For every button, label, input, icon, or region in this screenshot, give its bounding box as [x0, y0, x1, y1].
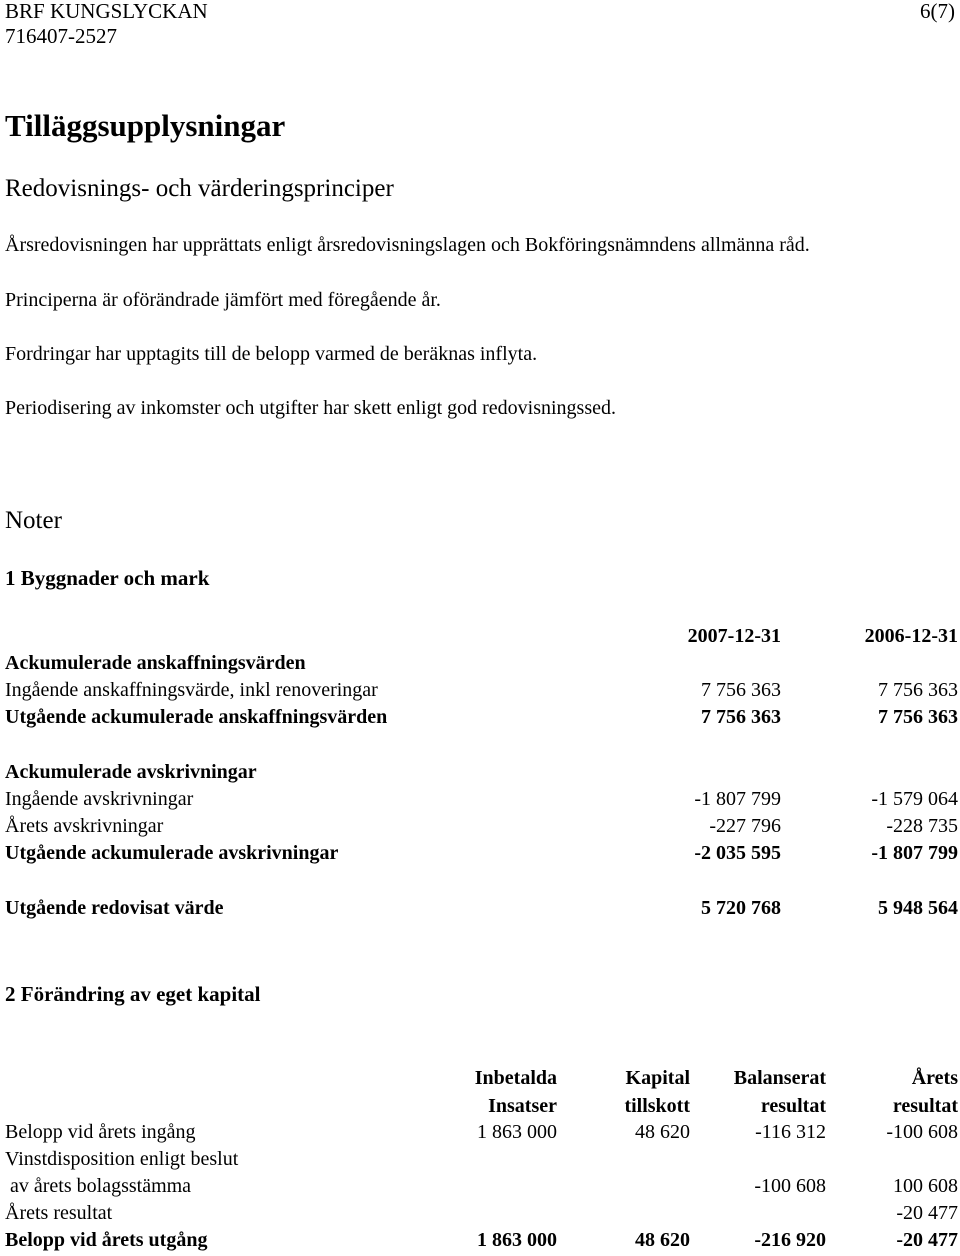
note2-value: -20 477 [896, 1202, 958, 1224]
note2-row-label: av årets bolagsstämma [5, 1175, 192, 1197]
note2-row-label: Belopp vid årets ingång [5, 1121, 196, 1143]
note1-row-label: Årets avskrivningar [5, 815, 164, 837]
note1-value-2006: 7 756 363 [878, 679, 958, 701]
notes-heading: Noter [5, 507, 62, 534]
note2-col-header: Inbetalda [474, 1067, 557, 1089]
note2-value: -216 920 [754, 1229, 826, 1251]
page-number: 6(7) [920, 0, 955, 23]
note1-row-label: Utgående redovisat värde [5, 897, 224, 919]
note2-value: -20 477 [896, 1229, 958, 1251]
note2-col-header: Balanserat [733, 1067, 826, 1089]
note1-value-2006: -1 579 064 [871, 788, 958, 810]
note1-row-label: Utgående ackumulerade avskrivningar [5, 842, 339, 864]
note2-value: 100 608 [893, 1175, 958, 1197]
note2-value: 48 620 [635, 1121, 690, 1143]
note2-row-label: Vinstdisposition enligt beslut [5, 1148, 239, 1170]
note1-value-2006: -228 735 [886, 815, 958, 837]
note2-col-header: Årets [911, 1067, 958, 1089]
note2-row-label: Belopp vid årets utgång [5, 1229, 208, 1251]
note1-value-2007: -1 807 799 [694, 788, 781, 810]
principles-paragraph: Principerna är oförändrade jämfört med föregående år. [5, 289, 441, 311]
note2-value: 1 863 000 [477, 1229, 557, 1251]
note2-col-header: resultat [760, 1095, 826, 1117]
principles-heading: Redovisnings- och värderingsprinciper [5, 175, 394, 202]
org-number: 716407-2527 [5, 24, 117, 48]
note2-value: -116 312 [755, 1121, 826, 1143]
page-title: Tilläggsupplysningar [5, 108, 286, 143]
note2-value: 48 620 [635, 1229, 690, 1251]
note1-heading: 1 Byggnader och mark [5, 566, 210, 590]
note2-heading: 2 Förändring av eget kapital [5, 982, 261, 1006]
note2-col-header: tillskott [624, 1095, 690, 1117]
principles-paragraph: Fordringar har upptagits till de belopp varmed de beräknas inflyta. [5, 343, 538, 365]
org-name: BRF KUNGSLYCKAN [5, 0, 208, 23]
note1-row-label: Ingående avskrivningar [5, 788, 194, 810]
note2-col-header: Kapital [625, 1067, 690, 1089]
note1-value-2007: 5 720 768 [701, 897, 781, 919]
principles-paragraph: Periodisering av inkomster och utgifter har skett enligt god redovisningssed. [5, 397, 616, 419]
note1-value-2007: 7 756 363 [701, 706, 781, 728]
note1-row-label: Ackumulerade anskaffningsvärden [5, 652, 306, 674]
note1-value-2007: -227 796 [709, 815, 781, 837]
note1-row-label: Ackumulerade avskrivningar [5, 761, 257, 783]
note2-value: -100 608 [886, 1121, 958, 1143]
note1-value-2006: 7 756 363 [878, 706, 958, 728]
note1-value-2007: -2 035 595 [694, 842, 781, 864]
note2-row-label: Årets resultat [5, 1202, 113, 1224]
note1-col-2006: 2006-12-31 [864, 625, 958, 647]
note1-row-label: Ingående anskaffningsvärde, inkl renoveringar [5, 679, 378, 701]
note2-value: -100 608 [754, 1175, 826, 1197]
principles-paragraph: Årsredovisningen har upprättats enligt årsredovisningslagen och Bokföringsnämndens allmänna råd. [5, 234, 810, 256]
note1-value-2007: 7 756 363 [701, 679, 781, 701]
note2-col-header: Insatser [488, 1095, 557, 1117]
note1-row-label: Utgående ackumulerade anskaffningsvärden [5, 706, 388, 728]
note1-value-2006: 5 948 564 [878, 897, 958, 919]
note1-col-2007: 2007-12-31 [687, 625, 781, 647]
note2-col-header: resultat [892, 1095, 958, 1117]
note1-value-2006: -1 807 799 [871, 842, 958, 864]
note2-value: 1 863 000 [477, 1121, 557, 1143]
